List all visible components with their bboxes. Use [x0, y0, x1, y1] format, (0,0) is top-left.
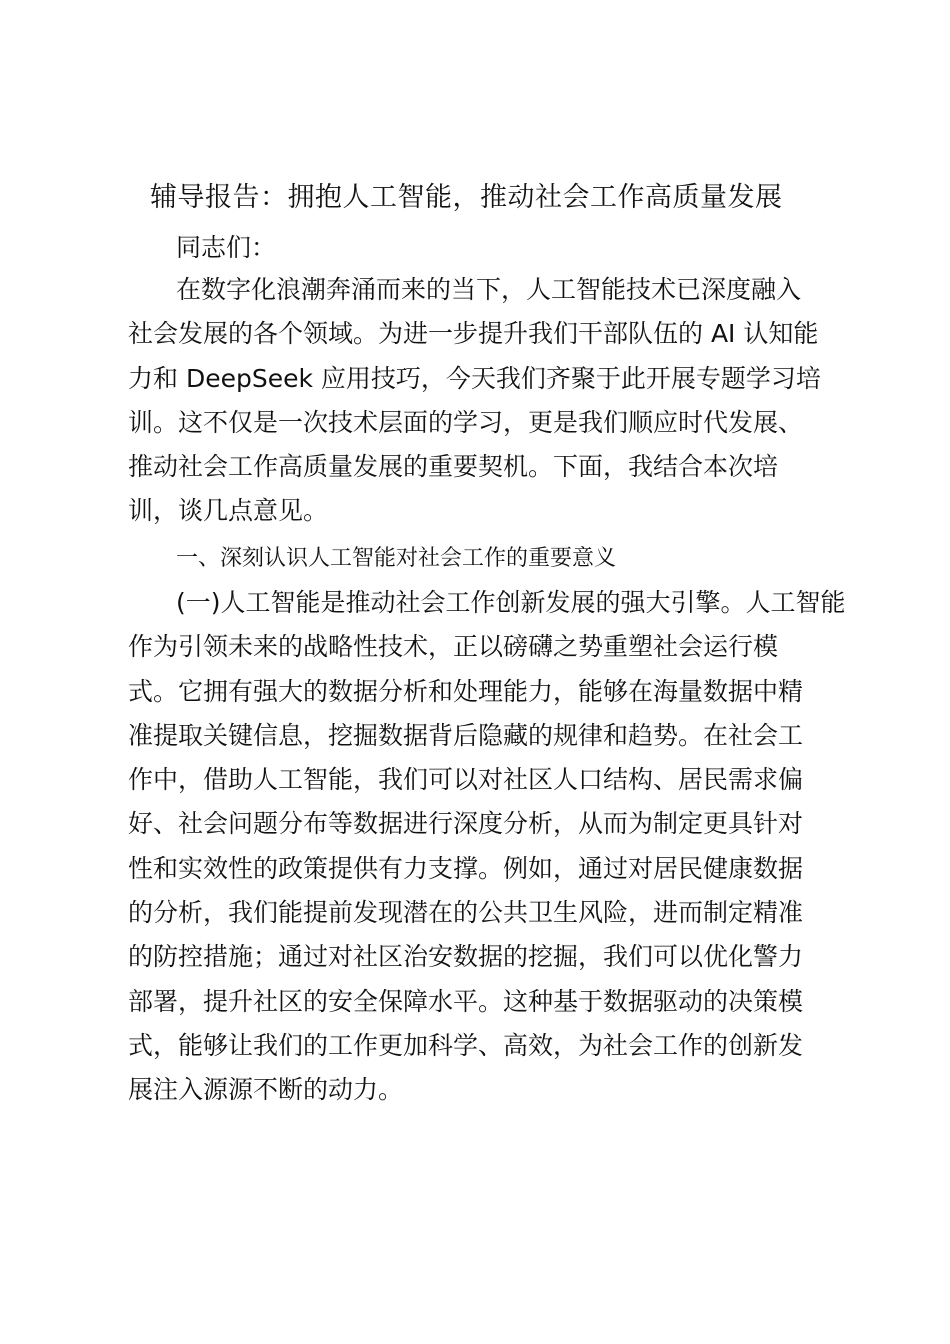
- document-title: 辅导报告：拥抱人工智能，推动社会工作高质量发展: [150, 182, 783, 213]
- paragraph-line: 训。这不仅是一次技术层面的学习，更是我们顺应时代发展、: [128, 407, 804, 437]
- paragraph-line: 式，能够让我们的工作更加科学、高效，为社会工作的创新发: [128, 1030, 804, 1060]
- paragraph-line: 推动社会工作高质量发展的重要契机。下面，我结合本次培: [128, 452, 779, 482]
- paragraph-line: 好、社会问题分布等数据进行深度分析，从而为制定更具针对: [128, 809, 804, 839]
- paragraph-line: 准提取关键信息，挖掘数据背后隐藏的规律和趋势。在社会工: [128, 720, 804, 750]
- intro-paragraph: [128, 268, 838, 534]
- paragraph-line: (一)人工智能是推动社会工作创新发展的强大引擎。人工智能: [176, 588, 846, 617]
- salutation: 同志们：: [176, 233, 277, 262]
- paragraph-line: 部署，提升社区的安全保障水平。这种基于数据驱动的决策模: [128, 986, 804, 1016]
- paragraph-line: 力和 DeepSeek 应用技巧，今天我们齐聚于此开展专题学习培: [128, 363, 821, 393]
- paragraph-line: 作为引领未来的战略性技术，正以磅礴之势重塑社会运行模: [128, 632, 779, 662]
- paragraph-line: 训，谈几点意见。: [128, 496, 329, 526]
- paragraph-line: 的防控措施；通过对社区治安数据的挖掘，我们可以优化警力: [128, 942, 804, 972]
- paragraph-line: 在数字化浪潮奔涌而来的当下，人工智能技术已深度融入: [176, 275, 802, 304]
- paragraph-line: 式。它拥有强大的数据分析和处理能力，能够在海量数据中精: [128, 676, 804, 706]
- paragraph-line: 展注入源源不断的动力。: [128, 1075, 404, 1105]
- paragraph-line: 社会发展的各个领域。为进一步提升我们干部队伍的 AI 认知能: [128, 319, 819, 349]
- section-paragraph: [128, 581, 846, 1113]
- paragraph-line: 的分析，我们能提前发现潜在的公共卫生风险，进而制定精准: [128, 898, 804, 928]
- paragraph-line: 作中，借助人工智能，我们可以对社区人口结构、居民需求偏: [128, 765, 804, 795]
- paragraph-line: 性和实效性的政策提供有力支撑。例如，通过对居民健康数据: [128, 853, 804, 883]
- section-heading: 一、深刻认识人工智能对社会工作的重要意义: [176, 546, 617, 571]
